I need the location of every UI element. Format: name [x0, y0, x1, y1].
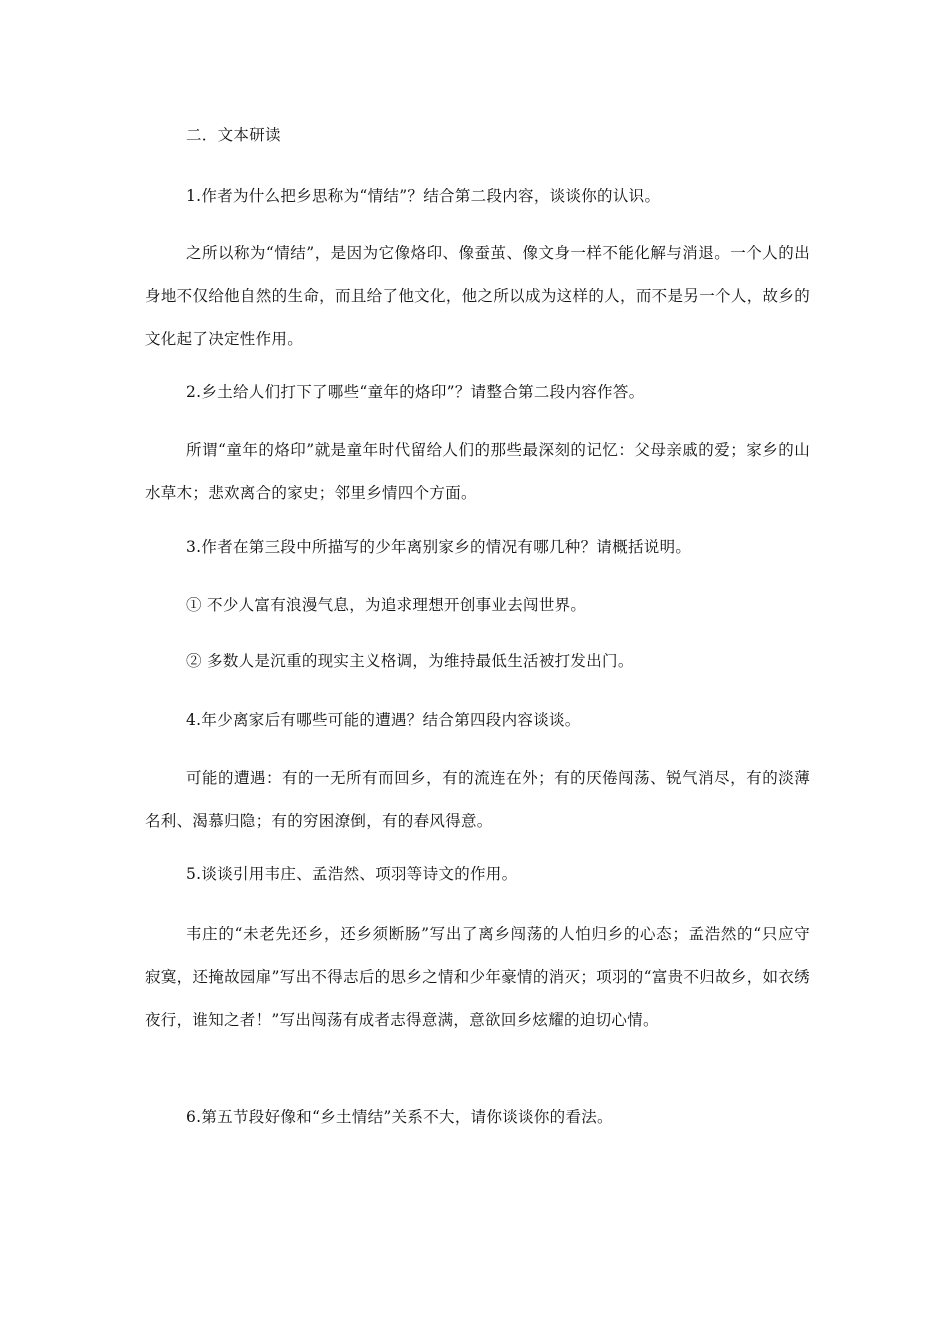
answer-2: 所谓“童年的烙印”就是童年时代留给人们的那些最深刻的记忆：父母亲戚的爱；家乡的山水草木；悲欢离合的家史；邻里乡情四个方面。	[145, 441, 810, 502]
question-6: 6.第五节段好像和“乡土情结”关系不大，请你谈谈你的看法。	[186, 1108, 613, 1126]
question-3: 3.作者在第三段中所描写的少年离别家乡的情况有哪几种？请概括说明。	[186, 538, 692, 556]
answer-5: 韦庄的“未老先还乡，还乡须断肠”写出了离乡闯荡的人怕归乡的心态；孟浩然的“只应守寂寞，还掩故园扉”写出不得志后的思乡之情和少年豪情的消灭；项羽的“富贵不归故乡，如衣绣夜行，谁知之者！”写出闯荡有成者志得意满，意欲回乡炫耀的迫切心情。	[145, 925, 810, 1029]
question-1: 1.作者为什么把乡思称为“情结”？结合第二段内容，谈谈你的认识。	[186, 187, 661, 205]
question-5: 5.谈谈引用韦庄、孟浩然、项羽等诗文的作用。	[186, 865, 518, 883]
question-4: 4.年少离家后有哪些可能的遭遇？结合第四段内容谈谈。	[186, 711, 581, 729]
answer-3-point-2: ② 多数人是沉重的现实主义格调，为维持最低生活被打发出门。	[186, 652, 634, 670]
answer-3-point-1: ① 不少人富有浪漫气息，为追求理想开创事业去闯世界。	[186, 596, 587, 614]
answer-4: 可能的遭遇：有的一无所有而回乡，有的流连在外；有的厌倦闯荡、锐气消尽，有的淡薄名利、渴慕归隐；有的穷困潦倒，有的春风得意。	[145, 769, 810, 830]
section-heading: 二．文本研读	[186, 126, 281, 144]
question-2: 2.乡土给人们打下了哪些“童年的烙印”？请整合第二段内容作答。	[186, 383, 645, 401]
answer-1: 之所以称为“情结”，是因为它像烙印、像蚕茧、像文身一样不能化解与消退。一个人的出身地不仅给他自然的生命，而且给了他文化，他之所以成为这样的人，而不是另一个人，故乡的文化起了决定性作用。	[145, 244, 810, 348]
